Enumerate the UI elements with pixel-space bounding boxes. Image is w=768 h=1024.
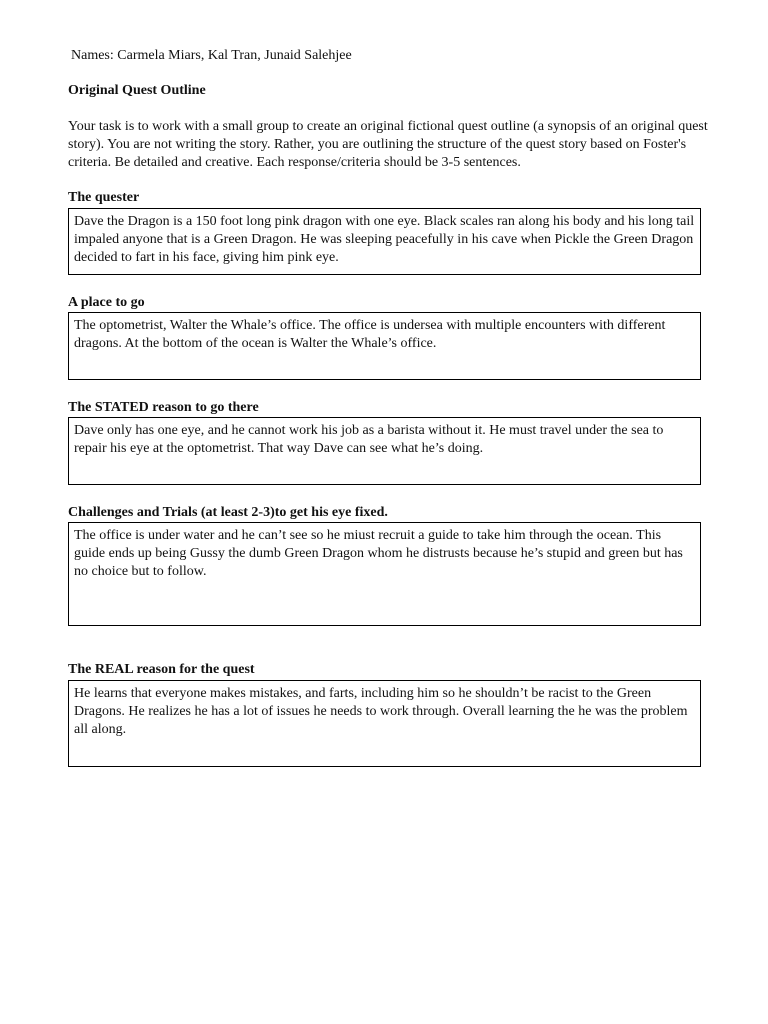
answer-text-challenges: The office is under water and he can’t see so he miust recruit a guide to take him through the ocean. This guide ends up being Gussy the dumb Green Dragon whom he distrusts because he’s stupid and green but has no choice but to follow. <box>74 528 683 579</box>
answer-text-quester: Dave the Dragon is a 150 foot long pink dragon with one eye. Black scales ran along his body and his long tail impaled anyone that is a Green Dragon. He was sleeping peacefully in his cave when Pickle the Green Dragon decided to fart in his face, giving him pink eye. <box>74 214 695 265</box>
section-heading-place: A place to go <box>68 295 145 310</box>
answer-box-challenges[interactable] <box>68 522 701 626</box>
section-heading-stated-reason: The STATED reason to go there <box>68 400 259 415</box>
instructions-paragraph: Your task is to work with a small group to create an original fictional quest outline (a synopsis of an original quest story). You are not writing the story. Rather, you are outlining the structure of the quest story based on Foster's criteria. Be detailed and creative. Each response/criteria should be 3-5 sentences. <box>68 119 708 170</box>
student-names: Names: Carmela Miars, Kal Tran, Junaid Salehjee <box>71 48 352 63</box>
section-heading-quester: The quester <box>68 190 140 205</box>
answer-box-real-reason[interactable] <box>68 680 701 767</box>
answer-text-real-reason: He learns that everyone makes mistakes, and farts, including him so he shouldn’t be racist to the Green Dragons. He realizes he has a lot of issues he needs to work through. Overall learning the he was the problem all along. <box>74 686 688 737</box>
section-heading-challenges: Challenges and Trials (at least 2-3)to get his eye fixed. <box>68 505 388 520</box>
answer-box-stated-reason[interactable] <box>68 417 701 485</box>
section-heading-real-reason: The REAL reason for the quest <box>68 662 255 677</box>
answer-text-place: The optometrist, Walter the Whale’s office. The office is undersea with multiple encounters with different dragons. At the bottom of the ocean is Walter the Whale’s office. <box>74 318 666 351</box>
answer-box-quester[interactable] <box>68 208 701 275</box>
answer-text-stated-reason: Dave only has one eye, and he cannot work his job as a barista without it. He must travel under the sea to repair his eye at the optometrist. That way Dave can see what he’s doing. <box>74 423 664 456</box>
answer-box-place[interactable] <box>68 312 701 380</box>
document-title: Original Quest Outline <box>68 83 206 98</box>
